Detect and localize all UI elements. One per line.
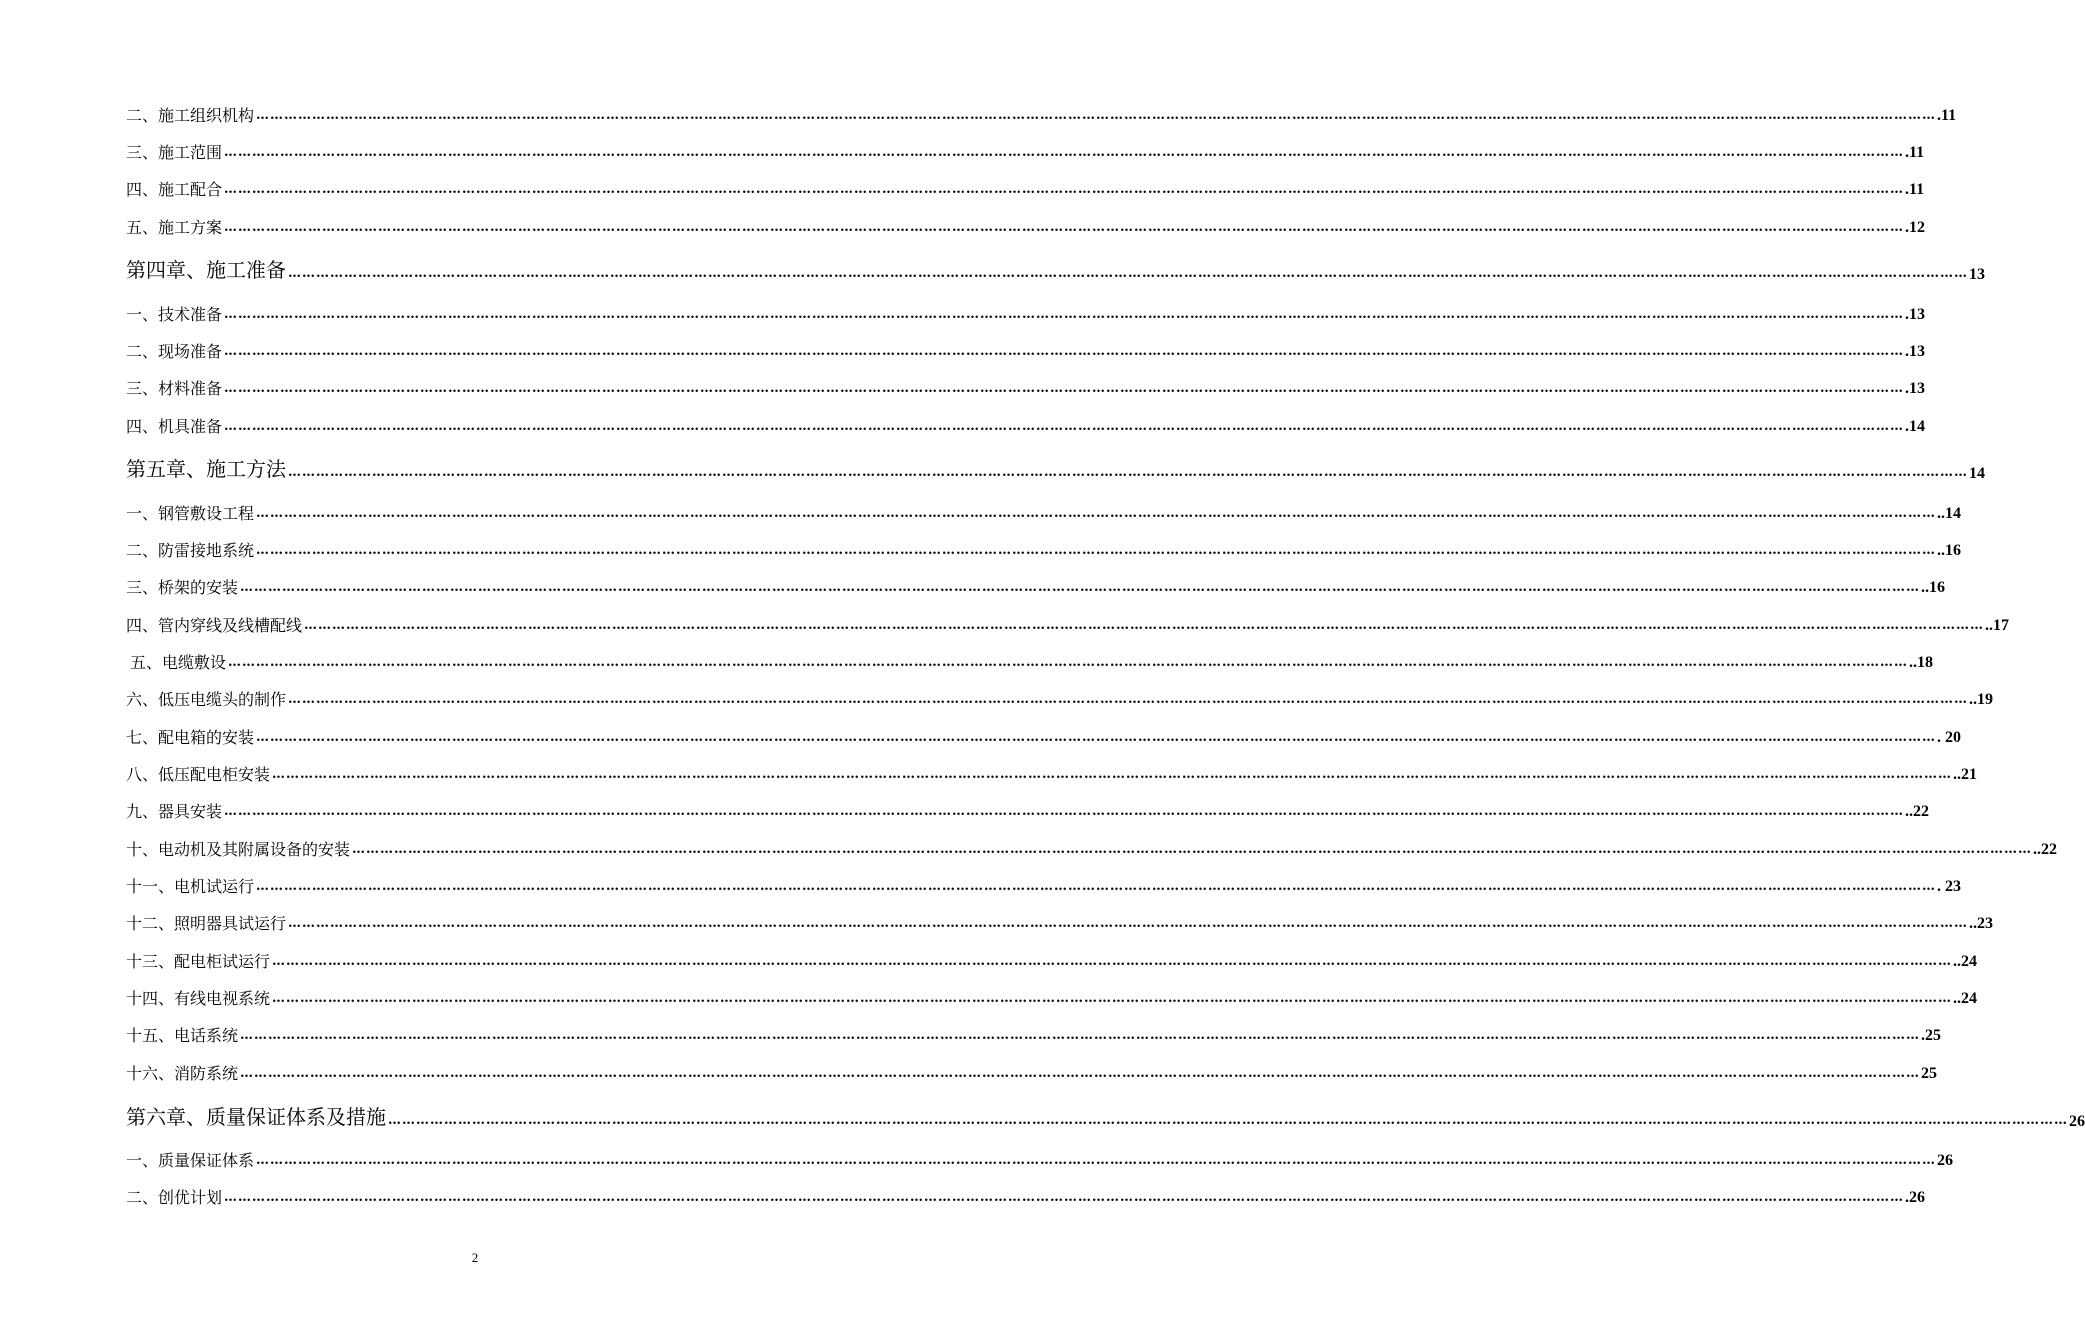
toc-entry-page: ..22 (2033, 841, 2058, 858)
toc-section-entry[interactable] (126, 840, 2058, 860)
toc-entry-title: 八、低压配电柜安装 (126, 765, 271, 784)
toc-dot-leader: ……………………………………………………………………………………………………………………………………………………………………………………………………………………………………………………………………………………………………………………………… (288, 916, 1969, 931)
toc-entry-page: 14 (1969, 465, 1985, 482)
toc-entry-title: 一、质量保证体系 (126, 1151, 255, 1170)
toc-section-entry[interactable] (126, 417, 1926, 437)
toc-entry-page: ..23 (1969, 915, 1994, 932)
toc-entry-page: .11 (1937, 107, 1957, 124)
toc-entry-title: 第五章、施工方法 (126, 457, 286, 481)
toc-section-entry[interactable] (126, 504, 1962, 524)
toc-section-entry[interactable] (126, 1026, 1942, 1046)
toc-chapter-entry[interactable] (126, 457, 1985, 482)
toc-section-entry[interactable] (126, 802, 1930, 822)
toc-entry-title: 九、器具安装 (126, 802, 223, 821)
toc-dot-leader: ……………………………………………………………………………………………………………………………………………………………………………………………………………………………………………………………………………………………………………………………… (256, 1153, 1937, 1168)
toc-dot-leader: ……………………………………………………………………………………………………………………………………………………………………………………………………………………………………………………………………………………………………………………………… (224, 307, 1905, 322)
toc-entry-page: 26 (1937, 1152, 1954, 1169)
toc-entry-title: 五、施工方案 (126, 218, 223, 237)
toc-dot-leader: ……………………………………………………………………………………………………………………………………………………………………………………………………………………………………………………………………………………………………………………………… (224, 220, 1905, 235)
toc-section-entry[interactable] (126, 106, 1957, 126)
toc-entry-title: 二、施工组织机构 (126, 106, 255, 125)
toc-section-entry[interactable] (126, 379, 1926, 399)
toc-entry-page: ..19 (1969, 691, 1994, 708)
toc-entry-page: ..16 (1937, 542, 1962, 559)
toc-chapter-entry[interactable] (126, 1105, 2085, 1130)
toc-entry-title: 六、低压电缆头的制作 (126, 690, 287, 709)
toc-entry-page: . 23 (1937, 878, 1962, 895)
toc-entry-title: 十五、电话系统 (126, 1026, 239, 1045)
toc-entry-page: ..22 (1905, 803, 1930, 820)
toc-entry-page: ..24 (1953, 990, 1978, 1007)
toc-section-entry[interactable] (130, 653, 1934, 673)
toc-dot-leader: ……………………………………………………………………………………………………………………………………………………………………………………………………………………………………………………………………………………………………………………………… (256, 506, 1937, 521)
toc-entry-title: 一、钢管敷设工程 (126, 504, 255, 523)
toc-entry-title: 十二、照明器具试运行 (126, 914, 287, 933)
toc-section-entry[interactable] (126, 1188, 1926, 1208)
toc-dot-leader: ……………………………………………………………………………………………………………………………………………………………………………………………………………………………………………………………………………………………………………………………… (272, 991, 1953, 1006)
toc-section-entry[interactable] (126, 143, 1925, 163)
toc-entry-page: ..14 (1937, 505, 1962, 522)
toc-entry-title: 十六、消防系统 (126, 1064, 239, 1083)
toc-entry-page: .25 (1921, 1027, 1942, 1044)
toc-dot-leader: ……………………………………………………………………………………………………………………………………………………………………………………………………………………………………………………………………………………………………………………………… (224, 344, 1905, 359)
toc-dot-leader: ……………………………………………………………………………………………………………………………………………………………………………………………………………………………………………………………………………………………………………………………… (352, 842, 2033, 857)
toc-entry-page: .11 (1905, 144, 1925, 161)
toc-entry-title: 三、材料准备 (126, 379, 223, 398)
toc-entry-title: 二、防雷接地系统 (126, 541, 255, 560)
toc-entry-title: 第四章、施工准备 (126, 258, 286, 282)
toc-section-entry[interactable] (126, 1151, 1954, 1171)
toc-entry-page: 26 (2069, 1113, 2085, 1130)
toc-dot-leader: ……………………………………………………………………………………………………………………………………………………………………………………………………………………………………………………………………………………………………………………………… (256, 730, 1937, 745)
toc-dot-leader: ……………………………………………………………………………………………………………………………………………………………………………………………………………………………………………………………………………………………………………………………… (240, 1028, 1921, 1043)
toc-dot-leader: ……………………………………………………………………………………………………………………………………………………………………………………………………………………………………………………………………………………………………………………………… (288, 266, 1968, 281)
toc-dot-leader: ……………………………………………………………………………………………………………………………………………………………………………………………………………………………………………………………………………………………………………………………… (256, 108, 1937, 123)
toc-section-entry[interactable] (126, 765, 1978, 785)
toc-section-entry[interactable] (126, 180, 1925, 200)
toc-dot-leader: ……………………………………………………………………………………………………………………………………………………………………………………………………………………………………………………………………………………………………………………………… (224, 804, 1905, 819)
toc-dot-leader: ……………………………………………………………………………………………………………………………………………………………………………………………………………………………………………………………………………………………………………………………… (388, 1113, 2068, 1128)
toc-section-entry[interactable] (126, 690, 1994, 710)
toc-entry-title: 七、配电箱的安装 (126, 728, 255, 747)
toc-entry-title: 一、技术准备 (126, 305, 223, 324)
toc-chapter-entry[interactable] (126, 258, 1985, 283)
toc-entry-title: 四、管内穿线及线槽配线 (126, 616, 303, 635)
toc-entry-page: 25 (1921, 1065, 1938, 1082)
toc-entry-page: ..16 (1921, 579, 1946, 596)
toc-entry-page: ..18 (1909, 654, 1934, 671)
toc-entry-page: 13 (1969, 266, 1985, 283)
toc-entry-title: 三、施工范围 (126, 143, 223, 162)
toc-section-entry[interactable] (126, 342, 1926, 362)
toc-dot-leader: ……………………………………………………………………………………………………………………………………………………………………………………………………………………………………………………………………………………………………………………………… (240, 580, 1921, 595)
toc-section-entry[interactable] (126, 616, 2010, 636)
toc-entry-page: ..24 (1953, 953, 1978, 970)
toc-section-entry[interactable] (126, 541, 1962, 561)
toc-entry-title: 四、施工配合 (126, 180, 223, 199)
toc-entry-page: .13 (1905, 380, 1926, 397)
toc-section-entry[interactable] (126, 877, 1962, 897)
toc-entry-page: .13 (1905, 343, 1926, 360)
toc-entry-page: .26 (1905, 1189, 1926, 1206)
toc-entry-page: . 20 (1937, 729, 1962, 746)
toc-entry-title: 二、现场准备 (126, 342, 223, 361)
toc-dot-leader: ……………………………………………………………………………………………………………………………………………………………………………………………………………………………………………………………………………………………………………………………… (224, 182, 1905, 197)
toc-section-entry[interactable] (126, 728, 1962, 748)
toc-entry-title: 第六章、质量保证体系及措施 (126, 1105, 386, 1129)
toc-entry-title: 四、机具准备 (126, 417, 223, 436)
toc-entry-page: ..21 (1953, 766, 1978, 783)
toc-entry-title: 三、桥架的安装 (126, 578, 239, 597)
toc-dot-leader: ……………………………………………………………………………………………………………………………………………………………………………………………………………………………………………………………………………………………………………………………… (272, 767, 1953, 782)
toc-entry-page: .14 (1905, 418, 1926, 435)
toc-dot-leader: ……………………………………………………………………………………………………………………………………………………………………………………………………………………………………………………………………………………………………………………………… (272, 954, 1953, 969)
toc-entry-title: 二、创优计划 (126, 1188, 223, 1207)
toc-entry-page: .11 (1905, 181, 1925, 198)
toc-entry-page: .12 (1905, 219, 1926, 236)
toc-entry-title: 十、电动机及其附属设备的安装 (126, 840, 351, 859)
toc-entry-title: 十四、有线电视系统 (126, 989, 271, 1008)
toc-section-entry[interactable] (126, 578, 1946, 598)
toc-entry-page: .13 (1905, 306, 1926, 323)
toc-dot-leader: ……………………………………………………………………………………………………………………………………………………………………………………………………………………………………………………………………………………………………………………………… (256, 543, 1937, 558)
toc-dot-leader: ……………………………………………………………………………………………………………………………………………………………………………………………………………………………………………………………………………………………………………………………… (304, 618, 1985, 633)
toc-dot-leader: ……………………………………………………………………………………………………………………………………………………………………………………………………………………………………………………………………………………………………………………………… (228, 655, 1909, 670)
toc-section-entry[interactable] (126, 914, 1994, 934)
toc-dot-leader: ……………………………………………………………………………………………………………………………………………………………………………………………………………………………………………………………………………………………………………………………… (224, 381, 1905, 396)
toc-entry-title: 五、电缆敷设 (130, 653, 227, 672)
toc-section-entry[interactable] (126, 1064, 1938, 1084)
page-number: 2 (471, 1250, 479, 1265)
toc-dot-leader: ……………………………………………………………………………………………………………………………………………………………………………………………………………………………………………………………………………………………………………………………… (256, 879, 1937, 894)
toc-dot-leader: ……………………………………………………………………………………………………………………………………………………………………………………………………………………………………………………………………………………………………………………………… (288, 692, 1969, 707)
toc-dot-leader: ……………………………………………………………………………………………………………………………………………………………………………………………………………………………………………………………………………………………………………………………… (224, 145, 1905, 160)
toc-section-entry[interactable] (126, 952, 1978, 972)
toc-section-entry[interactable] (126, 218, 1926, 238)
toc-entry-title: 十一、电机试运行 (126, 877, 255, 896)
toc-entry-title: 十三、配电柜试运行 (126, 952, 271, 971)
toc-dot-leader: ……………………………………………………………………………………………………………………………………………………………………………………………………………………………………………………………………………………………………………………………… (240, 1066, 1921, 1081)
toc-section-entry[interactable] (126, 305, 1926, 325)
toc-entry-page: ..17 (1985, 617, 2010, 634)
toc-section-entry[interactable] (126, 989, 1978, 1009)
toc-dot-leader: ……………………………………………………………………………………………………………………………………………………………………………………………………………………………………………………………………………………………………………………………… (288, 465, 1968, 480)
toc-dot-leader: ……………………………………………………………………………………………………………………………………………………………………………………………………………………………………………………………………………………………………………………………… (224, 1190, 1905, 1205)
toc-dot-leader: ……………………………………………………………………………………………………………………………………………………………………………………………………………………………………………………………………………………………………………………………… (224, 419, 1905, 434)
